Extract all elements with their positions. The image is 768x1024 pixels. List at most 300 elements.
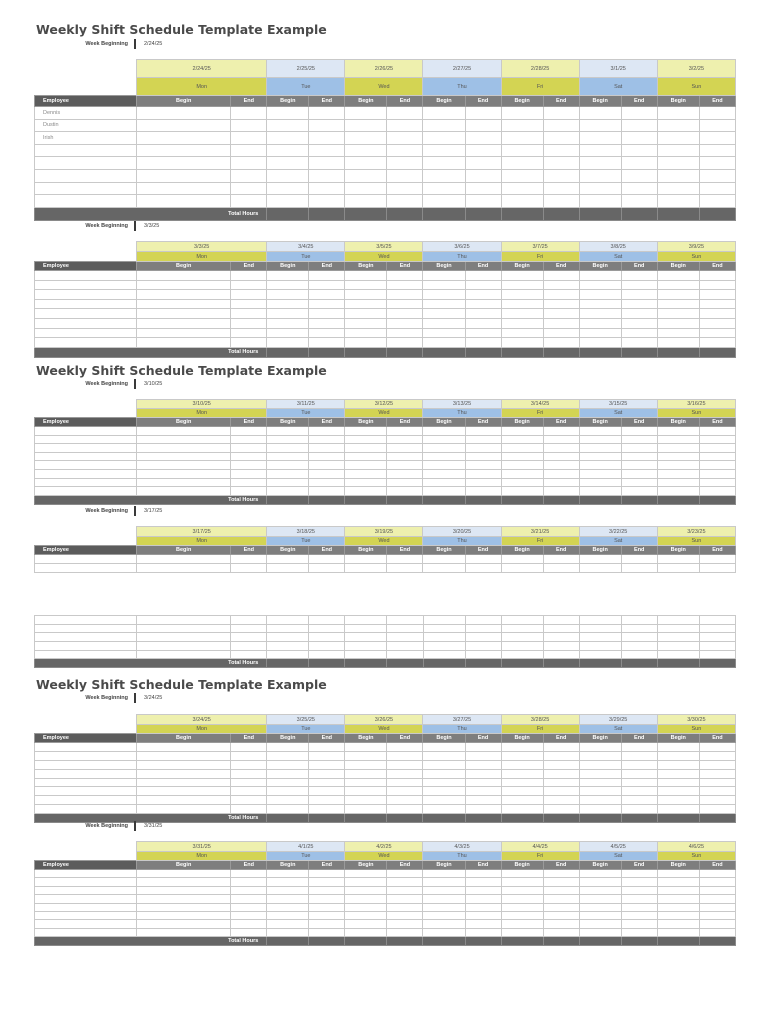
- begin-time-cell[interactable]: [579, 805, 621, 814]
- begin-time-cell[interactable]: [501, 157, 543, 170]
- end-time-cell[interactable]: [231, 157, 267, 170]
- begin-time-cell[interactable]: [579, 157, 621, 170]
- end-time-cell[interactable]: [231, 469, 267, 478]
- begin-time-cell[interactable]: [345, 338, 387, 348]
- begin-time-cell[interactable]: [501, 338, 543, 348]
- begin-time-cell[interactable]: [267, 461, 309, 470]
- end-time-cell[interactable]: [699, 195, 735, 208]
- end-time-cell[interactable]: [309, 487, 345, 496]
- end-time-cell[interactable]: [543, 309, 579, 319]
- begin-time-cell[interactable]: [579, 760, 621, 769]
- end-time-cell[interactable]: [231, 435, 267, 444]
- end-time-cell[interactable]: [387, 769, 423, 778]
- employee-cell[interactable]: [35, 338, 137, 348]
- begin-time-cell[interactable]: [267, 157, 309, 170]
- begin-time-cell[interactable]: [423, 182, 465, 195]
- end-time-cell[interactable]: [387, 478, 423, 487]
- week-beginning-date[interactable]: 3/3/25: [144, 223, 160, 229]
- begin-time-cell[interactable]: [137, 182, 231, 195]
- begin-time-cell[interactable]: [501, 911, 543, 919]
- end-time-cell[interactable]: [465, 769, 501, 778]
- employee-cell[interactable]: [35, 796, 137, 805]
- begin-time-cell[interactable]: [267, 751, 309, 760]
- end-time-cell[interactable]: [387, 195, 423, 208]
- begin-time-cell[interactable]: [579, 878, 621, 886]
- end-time-cell[interactable]: [699, 182, 735, 195]
- begin-time-cell[interactable]: [137, 564, 231, 573]
- end-time-cell[interactable]: [231, 478, 267, 487]
- begin-time-cell[interactable]: [345, 870, 387, 878]
- end-time-cell[interactable]: [387, 743, 423, 752]
- begin-time-cell[interactable]: [501, 751, 543, 760]
- end-time-cell[interactable]: [543, 633, 579, 642]
- end-time-cell[interactable]: [309, 642, 345, 651]
- end-time-cell[interactable]: [699, 119, 735, 132]
- end-time-cell[interactable]: [699, 328, 735, 338]
- week-beginning-date[interactable]: 3/10/25: [144, 381, 163, 387]
- begin-time-cell[interactable]: [579, 461, 621, 470]
- end-time-cell[interactable]: [699, 299, 735, 309]
- employee-cell[interactable]: [35, 328, 137, 338]
- employee-cell[interactable]: [35, 769, 137, 778]
- begin-time-cell[interactable]: [345, 796, 387, 805]
- begin-time-cell[interactable]: [137, 280, 231, 290]
- employee-cell[interactable]: [35, 427, 137, 436]
- begin-time-cell[interactable]: [345, 642, 387, 651]
- end-time-cell[interactable]: [387, 878, 423, 886]
- begin-time-cell[interactable]: [137, 743, 231, 752]
- end-time-cell[interactable]: [543, 928, 579, 936]
- end-time-cell[interactable]: [231, 461, 267, 470]
- begin-time-cell[interactable]: [267, 928, 309, 936]
- begin-time-cell[interactable]: [267, 280, 309, 290]
- begin-time-cell[interactable]: [267, 309, 309, 319]
- begin-time-cell[interactable]: [657, 132, 699, 145]
- begin-time-cell[interactable]: [501, 895, 543, 903]
- begin-time-cell[interactable]: [345, 290, 387, 300]
- end-time-cell[interactable]: [699, 760, 735, 769]
- end-time-cell[interactable]: [231, 878, 267, 886]
- begin-time-cell[interactable]: [579, 633, 621, 642]
- begin-time-cell[interactable]: [423, 271, 465, 281]
- begin-time-cell[interactable]: [501, 796, 543, 805]
- begin-time-cell[interactable]: [657, 616, 699, 625]
- end-time-cell[interactable]: [387, 328, 423, 338]
- begin-time-cell[interactable]: [267, 271, 309, 281]
- end-time-cell[interactable]: [309, 169, 345, 182]
- end-time-cell[interactable]: [309, 338, 345, 348]
- begin-time-cell[interactable]: [657, 743, 699, 752]
- begin-time-cell[interactable]: [501, 290, 543, 300]
- begin-time-cell[interactable]: [501, 328, 543, 338]
- end-time-cell[interactable]: [309, 271, 345, 281]
- begin-time-cell[interactable]: [267, 787, 309, 796]
- end-time-cell[interactable]: [621, 870, 657, 878]
- end-time-cell[interactable]: [309, 650, 345, 659]
- end-time-cell[interactable]: [699, 555, 735, 564]
- end-time-cell[interactable]: [543, 796, 579, 805]
- begin-time-cell[interactable]: [267, 911, 309, 919]
- end-time-cell[interactable]: [465, 878, 501, 886]
- end-time-cell[interactable]: [309, 616, 345, 625]
- end-time-cell[interactable]: [621, 555, 657, 564]
- end-time-cell[interactable]: [543, 760, 579, 769]
- end-time-cell[interactable]: [465, 796, 501, 805]
- end-time-cell[interactable]: [387, 616, 423, 625]
- begin-time-cell[interactable]: [267, 903, 309, 911]
- begin-time-cell[interactable]: [501, 616, 543, 625]
- end-time-cell[interactable]: [465, 444, 501, 453]
- begin-time-cell[interactable]: [423, 318, 465, 328]
- begin-time-cell[interactable]: [137, 478, 231, 487]
- end-time-cell[interactable]: [231, 743, 267, 752]
- end-time-cell[interactable]: [309, 920, 345, 928]
- begin-time-cell[interactable]: [423, 616, 465, 625]
- end-time-cell[interactable]: [387, 642, 423, 651]
- end-time-cell[interactable]: [621, 805, 657, 814]
- begin-time-cell[interactable]: [137, 169, 231, 182]
- end-time-cell[interactable]: [699, 633, 735, 642]
- begin-time-cell[interactable]: [657, 195, 699, 208]
- end-time-cell[interactable]: [543, 555, 579, 564]
- end-time-cell[interactable]: [309, 299, 345, 309]
- begin-time-cell[interactable]: [267, 169, 309, 182]
- end-time-cell[interactable]: [465, 760, 501, 769]
- end-time-cell[interactable]: [309, 796, 345, 805]
- end-time-cell[interactable]: [309, 903, 345, 911]
- end-time-cell[interactable]: [465, 328, 501, 338]
- begin-time-cell[interactable]: [267, 895, 309, 903]
- end-time-cell[interactable]: [231, 299, 267, 309]
- begin-time-cell[interactable]: [423, 299, 465, 309]
- end-time-cell[interactable]: [465, 280, 501, 290]
- end-time-cell[interactable]: [231, 271, 267, 281]
- begin-time-cell[interactable]: [267, 328, 309, 338]
- end-time-cell[interactable]: [465, 911, 501, 919]
- begin-time-cell[interactable]: [579, 280, 621, 290]
- begin-time-cell[interactable]: [267, 444, 309, 453]
- begin-time-cell[interactable]: [267, 119, 309, 132]
- end-time-cell[interactable]: [465, 119, 501, 132]
- begin-time-cell[interactable]: [423, 928, 465, 936]
- begin-time-cell[interactable]: [423, 903, 465, 911]
- end-time-cell[interactable]: [699, 895, 735, 903]
- begin-time-cell[interactable]: [501, 555, 543, 564]
- begin-time-cell[interactable]: [657, 328, 699, 338]
- begin-time-cell[interactable]: [579, 920, 621, 928]
- begin-time-cell[interactable]: [137, 299, 231, 309]
- begin-time-cell[interactable]: [423, 309, 465, 319]
- end-time-cell[interactable]: [465, 435, 501, 444]
- end-time-cell[interactable]: [543, 119, 579, 132]
- end-time-cell[interactable]: [699, 107, 735, 120]
- end-time-cell[interactable]: [231, 318, 267, 328]
- end-time-cell[interactable]: [231, 427, 267, 436]
- begin-time-cell[interactable]: [345, 564, 387, 573]
- end-time-cell[interactable]: [699, 169, 735, 182]
- employee-cell[interactable]: [35, 195, 137, 208]
- end-time-cell[interactable]: [231, 624, 267, 633]
- end-time-cell[interactable]: [621, 338, 657, 348]
- end-time-cell[interactable]: [309, 280, 345, 290]
- begin-time-cell[interactable]: [137, 920, 231, 928]
- begin-time-cell[interactable]: [423, 107, 465, 120]
- end-time-cell[interactable]: [387, 144, 423, 157]
- begin-time-cell[interactable]: [579, 911, 621, 919]
- begin-time-cell[interactable]: [657, 478, 699, 487]
- begin-time-cell[interactable]: [345, 895, 387, 903]
- begin-time-cell[interactable]: [501, 271, 543, 281]
- end-time-cell[interactable]: [387, 132, 423, 145]
- begin-time-cell[interactable]: [267, 182, 309, 195]
- end-time-cell[interactable]: [387, 427, 423, 436]
- begin-time-cell[interactable]: [579, 144, 621, 157]
- begin-time-cell[interactable]: [137, 633, 231, 642]
- end-time-cell[interactable]: [699, 769, 735, 778]
- begin-time-cell[interactable]: [267, 805, 309, 814]
- end-time-cell[interactable]: [465, 928, 501, 936]
- begin-time-cell[interactable]: [137, 132, 231, 145]
- begin-time-cell[interactable]: [267, 555, 309, 564]
- end-time-cell[interactable]: [699, 469, 735, 478]
- begin-time-cell[interactable]: [657, 290, 699, 300]
- begin-time-cell[interactable]: [579, 271, 621, 281]
- begin-time-cell[interactable]: [579, 309, 621, 319]
- begin-time-cell[interactable]: [657, 805, 699, 814]
- employee-cell[interactable]: [35, 452, 137, 461]
- begin-time-cell[interactable]: [657, 427, 699, 436]
- end-time-cell[interactable]: [309, 309, 345, 319]
- end-time-cell[interactable]: [543, 107, 579, 120]
- end-time-cell[interactable]: [699, 878, 735, 886]
- end-time-cell[interactable]: [309, 144, 345, 157]
- begin-time-cell[interactable]: [657, 555, 699, 564]
- begin-time-cell[interactable]: [345, 555, 387, 564]
- end-time-cell[interactable]: [465, 642, 501, 651]
- end-time-cell[interactable]: [387, 338, 423, 348]
- begin-time-cell[interactable]: [345, 769, 387, 778]
- begin-time-cell[interactable]: [137, 427, 231, 436]
- begin-time-cell[interactable]: [657, 650, 699, 659]
- begin-time-cell[interactable]: [657, 452, 699, 461]
- end-time-cell[interactable]: [621, 751, 657, 760]
- begin-time-cell[interactable]: [423, 787, 465, 796]
- end-time-cell[interactable]: [621, 182, 657, 195]
- begin-time-cell[interactable]: [345, 328, 387, 338]
- end-time-cell[interactable]: [465, 271, 501, 281]
- begin-time-cell[interactable]: [423, 751, 465, 760]
- end-time-cell[interactable]: [465, 487, 501, 496]
- begin-time-cell[interactable]: [423, 119, 465, 132]
- end-time-cell[interactable]: [387, 886, 423, 894]
- begin-time-cell[interactable]: [423, 555, 465, 564]
- end-time-cell[interactable]: [387, 461, 423, 470]
- employee-cell[interactable]: [35, 751, 137, 760]
- begin-time-cell[interactable]: [137, 751, 231, 760]
- end-time-cell[interactable]: [699, 318, 735, 328]
- begin-time-cell[interactable]: [501, 144, 543, 157]
- end-time-cell[interactable]: [309, 886, 345, 894]
- begin-time-cell[interactable]: [345, 743, 387, 752]
- begin-time-cell[interactable]: [345, 805, 387, 814]
- begin-time-cell[interactable]: [267, 290, 309, 300]
- begin-time-cell[interactable]: [501, 461, 543, 470]
- begin-time-cell[interactable]: [423, 564, 465, 573]
- begin-time-cell[interactable]: [137, 650, 231, 659]
- end-time-cell[interactable]: [543, 805, 579, 814]
- employee-cell[interactable]: [35, 650, 137, 659]
- end-time-cell[interactable]: [387, 271, 423, 281]
- begin-time-cell[interactable]: [345, 280, 387, 290]
- end-time-cell[interactable]: [621, 886, 657, 894]
- end-time-cell[interactable]: [231, 107, 267, 120]
- end-time-cell[interactable]: [543, 427, 579, 436]
- end-time-cell[interactable]: [387, 157, 423, 170]
- begin-time-cell[interactable]: [501, 633, 543, 642]
- end-time-cell[interactable]: [699, 452, 735, 461]
- end-time-cell[interactable]: [309, 461, 345, 470]
- end-time-cell[interactable]: [699, 751, 735, 760]
- employee-cell[interactable]: [35, 435, 137, 444]
- end-time-cell[interactable]: [621, 119, 657, 132]
- begin-time-cell[interactable]: [267, 107, 309, 120]
- week-beginning-date[interactable]: 3/31/25: [144, 823, 163, 829]
- end-time-cell[interactable]: [309, 328, 345, 338]
- end-time-cell[interactable]: [543, 624, 579, 633]
- begin-time-cell[interactable]: [657, 309, 699, 319]
- begin-time-cell[interactable]: [579, 796, 621, 805]
- begin-time-cell[interactable]: [423, 487, 465, 496]
- end-time-cell[interactable]: [621, 169, 657, 182]
- end-time-cell[interactable]: [621, 144, 657, 157]
- begin-time-cell[interactable]: [657, 182, 699, 195]
- end-time-cell[interactable]: [699, 650, 735, 659]
- end-time-cell[interactable]: [309, 895, 345, 903]
- begin-time-cell[interactable]: [345, 878, 387, 886]
- begin-time-cell[interactable]: [657, 928, 699, 936]
- week-beginning-date[interactable]: 3/17/25: [144, 508, 163, 514]
- end-time-cell[interactable]: [543, 299, 579, 309]
- end-time-cell[interactable]: [543, 787, 579, 796]
- begin-time-cell[interactable]: [501, 478, 543, 487]
- end-time-cell[interactable]: [387, 796, 423, 805]
- end-time-cell[interactable]: [309, 805, 345, 814]
- begin-time-cell[interactable]: [423, 805, 465, 814]
- end-time-cell[interactable]: [621, 107, 657, 120]
- begin-time-cell[interactable]: [501, 743, 543, 752]
- begin-time-cell[interactable]: [423, 452, 465, 461]
- end-time-cell[interactable]: [699, 903, 735, 911]
- begin-time-cell[interactable]: [423, 169, 465, 182]
- end-time-cell[interactable]: [465, 616, 501, 625]
- end-time-cell[interactable]: [465, 743, 501, 752]
- end-time-cell[interactable]: [621, 461, 657, 470]
- begin-time-cell[interactable]: [657, 169, 699, 182]
- begin-time-cell[interactable]: [267, 920, 309, 928]
- begin-time-cell[interactable]: [657, 564, 699, 573]
- begin-time-cell[interactable]: [657, 760, 699, 769]
- end-time-cell[interactable]: [543, 290, 579, 300]
- begin-time-cell[interactable]: [423, 895, 465, 903]
- begin-time-cell[interactable]: [501, 469, 543, 478]
- end-time-cell[interactable]: [465, 564, 501, 573]
- begin-time-cell[interactable]: [267, 564, 309, 573]
- end-time-cell[interactable]: [231, 290, 267, 300]
- begin-time-cell[interactable]: [579, 338, 621, 348]
- begin-time-cell[interactable]: [579, 555, 621, 564]
- end-time-cell[interactable]: [309, 435, 345, 444]
- begin-time-cell[interactable]: [501, 318, 543, 328]
- week-beginning-date[interactable]: 2/24/25: [144, 41, 163, 47]
- end-time-cell[interactable]: [621, 778, 657, 787]
- begin-time-cell[interactable]: [137, 328, 231, 338]
- end-time-cell[interactable]: [231, 452, 267, 461]
- begin-time-cell[interactable]: [501, 778, 543, 787]
- begin-time-cell[interactable]: [657, 878, 699, 886]
- begin-time-cell[interactable]: [501, 119, 543, 132]
- begin-time-cell[interactable]: [423, 886, 465, 894]
- end-time-cell[interactable]: [621, 271, 657, 281]
- begin-time-cell[interactable]: [137, 144, 231, 157]
- end-time-cell[interactable]: [465, 903, 501, 911]
- end-time-cell[interactable]: [543, 642, 579, 651]
- begin-time-cell[interactable]: [345, 132, 387, 145]
- begin-time-cell[interactable]: [501, 452, 543, 461]
- end-time-cell[interactable]: [543, 328, 579, 338]
- end-time-cell[interactable]: [309, 107, 345, 120]
- begin-time-cell[interactable]: [267, 435, 309, 444]
- begin-time-cell[interactable]: [137, 461, 231, 470]
- begin-time-cell[interactable]: [579, 169, 621, 182]
- end-time-cell[interactable]: [231, 328, 267, 338]
- end-time-cell[interactable]: [621, 280, 657, 290]
- end-time-cell[interactable]: [309, 911, 345, 919]
- end-time-cell[interactable]: [543, 469, 579, 478]
- end-time-cell[interactable]: [231, 444, 267, 453]
- begin-time-cell[interactable]: [423, 195, 465, 208]
- begin-time-cell[interactable]: [137, 760, 231, 769]
- end-time-cell[interactable]: [543, 182, 579, 195]
- end-time-cell[interactable]: [465, 195, 501, 208]
- begin-time-cell[interactable]: [423, 650, 465, 659]
- end-time-cell[interactable]: [387, 487, 423, 496]
- end-time-cell[interactable]: [309, 469, 345, 478]
- end-time-cell[interactable]: [387, 555, 423, 564]
- begin-time-cell[interactable]: [423, 469, 465, 478]
- end-time-cell[interactable]: [621, 195, 657, 208]
- begin-time-cell[interactable]: [267, 796, 309, 805]
- begin-time-cell[interactable]: [137, 796, 231, 805]
- end-time-cell[interactable]: [231, 564, 267, 573]
- begin-time-cell[interactable]: [657, 299, 699, 309]
- begin-time-cell[interactable]: [423, 427, 465, 436]
- begin-time-cell[interactable]: [137, 878, 231, 886]
- end-time-cell[interactable]: [543, 195, 579, 208]
- end-time-cell[interactable]: [231, 928, 267, 936]
- end-time-cell[interactable]: [387, 299, 423, 309]
- end-time-cell[interactable]: [309, 452, 345, 461]
- begin-time-cell[interactable]: [579, 299, 621, 309]
- end-time-cell[interactable]: [465, 469, 501, 478]
- end-time-cell[interactable]: [465, 751, 501, 760]
- begin-time-cell[interactable]: [267, 878, 309, 886]
- end-time-cell[interactable]: [465, 309, 501, 319]
- begin-time-cell[interactable]: [267, 427, 309, 436]
- begin-time-cell[interactable]: [267, 144, 309, 157]
- end-time-cell[interactable]: [387, 751, 423, 760]
- end-time-cell[interactable]: [231, 338, 267, 348]
- employee-cell[interactable]: [35, 290, 137, 300]
